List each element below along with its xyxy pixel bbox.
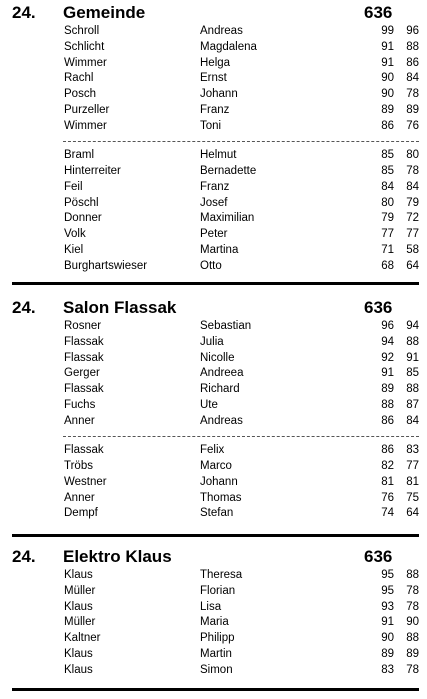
player-first-name: Franz — [200, 103, 230, 116]
player-row — [0, 196, 427, 212]
player-last-name: Purzeller — [64, 103, 110, 116]
score-2: 84 — [406, 414, 419, 427]
score-1: 90 — [381, 72, 394, 85]
score-1: 82 — [381, 460, 394, 472]
score-1: 91 — [381, 40, 394, 53]
score-2: 88 — [406, 569, 419, 581]
player-last-name: Flassak — [64, 444, 104, 457]
player-row — [0, 398, 427, 414]
player-row — [0, 227, 427, 243]
score-1: 85 — [381, 165, 394, 177]
player-first-name: Helmut — [200, 149, 237, 162]
player-last-name: Braml — [64, 149, 95, 162]
player-first-name: Thomas — [200, 491, 242, 504]
player-row — [0, 615, 427, 631]
score-2: 88 — [406, 335, 419, 348]
score-1: 84 — [381, 180, 394, 193]
player-row — [0, 71, 427, 87]
player-last-name: Flassak — [64, 383, 104, 395]
player-first-name: Maria — [200, 616, 229, 629]
score-1: 81 — [381, 475, 394, 488]
player-row — [0, 631, 427, 647]
score-2: 88 — [406, 632, 419, 644]
player-row — [0, 584, 427, 600]
score-2: 91 — [406, 351, 419, 364]
team-name: Elektro Klaus — [63, 547, 172, 566]
player-first-name: Richard — [200, 383, 240, 395]
score-1: 86 — [381, 414, 394, 427]
player-row — [0, 600, 427, 616]
score-2: 78 — [406, 663, 419, 676]
score-2: 81 — [406, 475, 419, 488]
score-1: 89 — [381, 647, 394, 660]
score-2: 80 — [406, 149, 419, 162]
player-last-name: Schlicht — [64, 40, 105, 53]
player-row — [0, 180, 427, 196]
score-2: 72 — [406, 212, 419, 225]
player-first-name: Johann — [200, 88, 238, 100]
player-last-name: Anner — [64, 414, 95, 427]
dashed-divider — [63, 436, 419, 437]
section-separator — [12, 534, 419, 537]
player-last-name: Kiel — [64, 243, 84, 256]
player-first-name: Simon — [200, 663, 233, 676]
score-1: 89 — [381, 383, 394, 395]
player-first-name: Franz — [200, 180, 230, 193]
score-2: 87 — [406, 398, 419, 411]
player-row — [0, 568, 427, 584]
team-block — [0, 297, 427, 522]
player-first-name: Otto — [200, 259, 222, 272]
team-block — [0, 2, 427, 274]
team-rank: 24. — [12, 298, 36, 317]
player-last-name: Rosner — [64, 320, 102, 332]
score-1: 68 — [381, 259, 394, 272]
score-1: 77 — [381, 228, 394, 240]
score-2: 79 — [406, 196, 419, 209]
player-last-name: Klaus — [64, 663, 93, 676]
score-1: 92 — [381, 351, 394, 364]
score-2: 78 — [406, 584, 419, 597]
player-first-name: Ute — [200, 398, 218, 411]
player-first-name: Josef — [200, 196, 228, 209]
player-row — [0, 148, 427, 164]
player-row — [0, 506, 427, 522]
player-first-name: Philipp — [200, 632, 235, 644]
score-2: 94 — [406, 320, 419, 332]
player-last-name: Hinterreiter — [64, 165, 121, 177]
player-last-name: Klaus — [64, 647, 93, 660]
player-row — [0, 366, 427, 382]
player-last-name: Volk — [64, 228, 86, 240]
player-last-name: Burghartswieser — [64, 259, 148, 272]
score-2: 96 — [406, 25, 419, 37]
team-header — [0, 2, 427, 24]
player-first-name: Martina — [200, 243, 239, 256]
player-first-name: Andreea — [200, 367, 244, 380]
player-first-name: Peter — [200, 228, 228, 240]
player-row — [0, 259, 427, 275]
dashed-divider — [63, 141, 419, 142]
player-last-name: Westner — [64, 475, 107, 488]
player-first-name: Sebastian — [200, 320, 252, 332]
team-header — [0, 297, 427, 319]
score-2: 89 — [406, 647, 419, 660]
score-2: 78 — [406, 600, 419, 613]
player-last-name: Müller — [64, 616, 96, 629]
player-last-name: Flassak — [64, 351, 104, 364]
player-row — [0, 382, 427, 398]
player-first-name: Stefan — [200, 507, 234, 520]
player-row — [0, 40, 427, 56]
score-1: 99 — [381, 25, 394, 37]
player-row — [0, 459, 427, 475]
score-2: 90 — [406, 616, 419, 629]
player-row — [0, 211, 427, 227]
score-2: 75 — [406, 491, 419, 504]
score-1: 76 — [381, 491, 394, 504]
player-row — [0, 103, 427, 119]
score-1: 94 — [381, 335, 394, 348]
score-1: 83 — [381, 663, 394, 676]
player-row — [0, 119, 427, 135]
player-last-name: Donner — [64, 212, 102, 225]
score-2: 64 — [406, 259, 419, 272]
player-row — [0, 335, 427, 351]
score-1: 79 — [381, 212, 394, 225]
player-first-name: Toni — [200, 119, 222, 132]
player-first-name: Ernst — [200, 72, 227, 85]
player-row — [0, 663, 427, 679]
player-row — [0, 243, 427, 259]
team-total: 636 — [364, 298, 393, 317]
player-last-name: Klaus — [64, 569, 93, 581]
score-2: 78 — [406, 165, 419, 177]
score-1: 95 — [381, 584, 394, 597]
score-2: 64 — [406, 507, 419, 520]
section-separator — [12, 688, 419, 691]
player-row — [0, 56, 427, 72]
score-1: 93 — [381, 600, 394, 613]
player-last-name: Müller — [64, 584, 96, 597]
player-row — [0, 443, 427, 459]
player-last-name: Schroll — [64, 25, 100, 37]
player-first-name: Johann — [200, 475, 238, 488]
team-name: Gemeinde — [63, 3, 146, 22]
score-1: 88 — [381, 398, 394, 411]
player-first-name: Magdalena — [200, 40, 257, 53]
player-first-name: Julia — [200, 335, 224, 348]
player-first-name: Helga — [200, 56, 231, 69]
player-first-name: Theresa — [200, 569, 243, 581]
score-2: 88 — [406, 40, 419, 53]
player-first-name: Andreas — [200, 414, 243, 427]
player-first-name: Martin — [200, 647, 232, 660]
team-header — [0, 546, 427, 568]
player-last-name: Pöschl — [64, 196, 99, 209]
player-last-name: Wimmer — [64, 56, 107, 69]
team-total: 636 — [364, 3, 393, 22]
score-1: 96 — [381, 320, 394, 332]
score-2: 83 — [406, 444, 419, 457]
score-1: 89 — [381, 103, 394, 116]
section-separator — [12, 282, 419, 285]
player-last-name: Flassak — [64, 335, 104, 348]
player-row — [0, 24, 427, 40]
score-2: 85 — [406, 367, 419, 380]
player-last-name: Anner — [64, 491, 95, 504]
team-total: 636 — [364, 547, 393, 566]
score-2: 77 — [406, 228, 419, 240]
player-first-name: Maximilian — [200, 212, 255, 225]
score-2: 77 — [406, 460, 419, 472]
player-row — [0, 491, 427, 507]
player-first-name: Marco — [200, 460, 232, 472]
score-1: 74 — [381, 507, 394, 520]
score-2: 89 — [406, 103, 419, 116]
player-last-name: Wimmer — [64, 119, 107, 132]
player-row — [0, 475, 427, 491]
player-row — [0, 87, 427, 103]
player-last-name: Rachl — [64, 72, 94, 85]
score-1: 86 — [381, 444, 394, 457]
player-last-name: Fuchs — [64, 398, 96, 411]
team-name: Salon Flassak — [63, 298, 177, 317]
player-first-name: Nicolle — [200, 351, 235, 364]
player-row — [0, 319, 427, 335]
score-2: 84 — [406, 72, 419, 85]
player-row — [0, 164, 427, 180]
player-last-name: Dempf — [64, 507, 98, 520]
score-1: 85 — [381, 149, 394, 162]
player-last-name: Gerger — [64, 367, 100, 380]
score-1: 86 — [381, 119, 394, 132]
score-1: 91 — [381, 616, 394, 629]
score-2: 58 — [406, 243, 419, 256]
team-block — [0, 546, 427, 678]
player-row — [0, 647, 427, 663]
score-2: 86 — [406, 56, 419, 69]
player-row — [0, 414, 427, 430]
player-first-name: Florian — [200, 584, 236, 597]
player-last-name: Tröbs — [64, 460, 93, 472]
score-2: 76 — [406, 119, 419, 132]
score-1: 91 — [381, 367, 394, 380]
score-1: 80 — [381, 196, 394, 209]
score-1: 91 — [381, 56, 394, 69]
player-last-name: Feil — [64, 180, 83, 193]
player-last-name: Klaus — [64, 600, 93, 613]
team-rank: 24. — [12, 3, 36, 22]
score-1: 90 — [381, 88, 394, 100]
score-2: 78 — [406, 88, 419, 100]
player-last-name: Posch — [64, 88, 96, 100]
player-first-name: Lisa — [200, 600, 222, 613]
player-row — [0, 351, 427, 367]
score-2: 88 — [406, 383, 419, 395]
score-1: 71 — [381, 243, 394, 256]
player-first-name: Bernadette — [200, 165, 257, 177]
player-last-name: Kaltner — [64, 632, 101, 644]
player-first-name: Felix — [200, 444, 225, 457]
score-1: 90 — [381, 632, 394, 644]
score-1: 95 — [381, 569, 394, 581]
team-rank: 24. — [12, 547, 36, 566]
score-2: 84 — [406, 180, 419, 193]
player-first-name: Andreas — [200, 25, 243, 37]
